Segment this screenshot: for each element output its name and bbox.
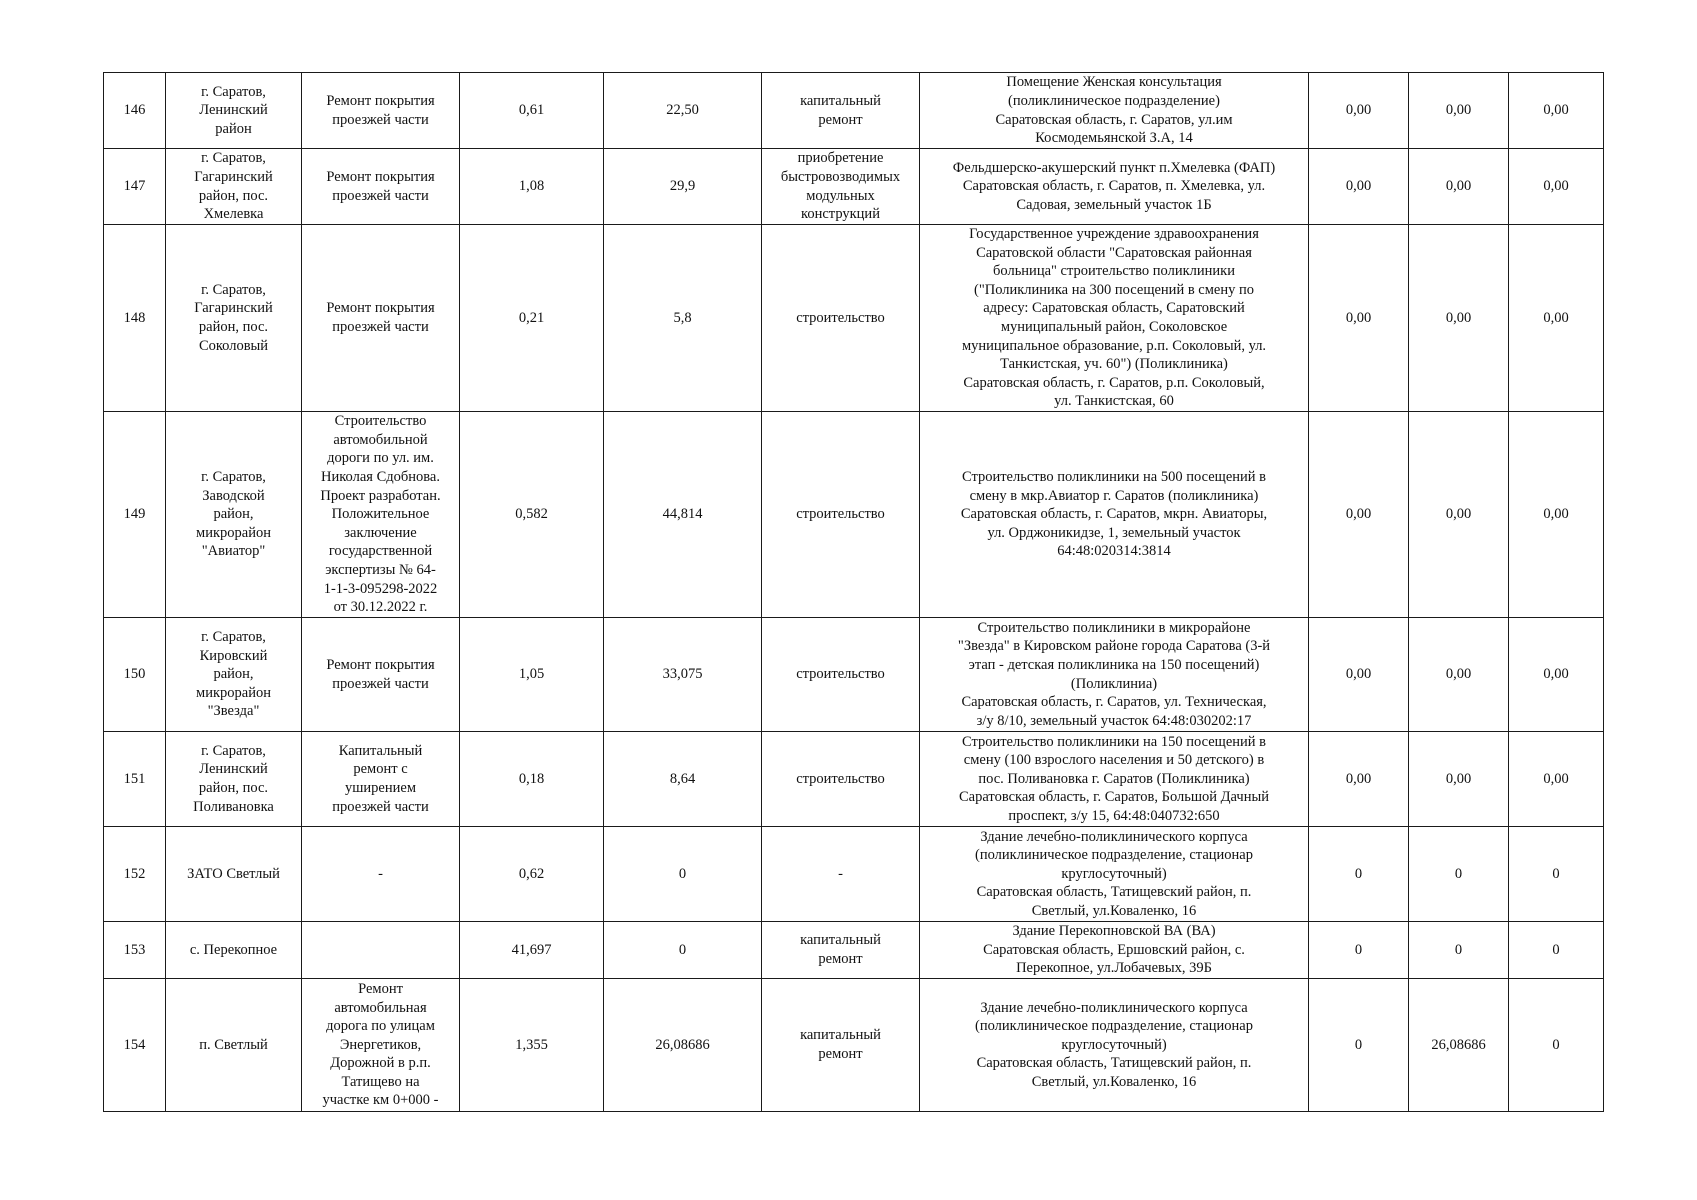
value-3-cell: 0,00 — [1509, 149, 1604, 225]
table-row — [104, 149, 1604, 225]
row-number-cell: 149 — [104, 412, 166, 618]
locality-cell: с. Перекопное — [166, 922, 302, 979]
table-row — [104, 618, 1604, 732]
row-number-cell: 154 — [104, 979, 166, 1112]
length-cell: 0,18 — [460, 732, 604, 827]
row-number-cell: 153 — [104, 922, 166, 979]
facility-cell: Здание лечебно-поликлинического корпуса (поликлиническое подразделение, стационар круглосуточный) Саратовская область, Татищевский район, п. Светлый, ул.Коваленко, 16 — [920, 827, 1309, 922]
road-work-cell: Ремонт покрытия проезжей части — [302, 149, 460, 225]
work-type-cell: - — [762, 827, 920, 922]
length-cell: 0,582 — [460, 412, 604, 618]
value-3-cell: 0 — [1509, 979, 1604, 1112]
table-body — [104, 73, 1604, 1112]
value-3-cell: 0 — [1509, 922, 1604, 979]
value-1-cell: 0,00 — [1309, 225, 1409, 412]
row-number-cell: 146 — [104, 73, 166, 149]
length-cell: 0,62 — [460, 827, 604, 922]
value-1-cell: 0,00 — [1309, 73, 1409, 149]
amount-cell: 8,64 — [604, 732, 762, 827]
row-number-cell: 147 — [104, 149, 166, 225]
value-1-cell: 0 — [1309, 922, 1409, 979]
facility-cell: Строительство поликлиники на 500 посещений в смену в мкр.Авиатор г. Саратов (поликлиника) Саратовская область, г. Саратов, мкрн. Авиаторы, ул. Орджоникидзе, 1, земельный участок 64:48:020314:3814 — [920, 412, 1309, 618]
road-work-cell: - — [302, 827, 460, 922]
value-2-cell: 0,00 — [1409, 618, 1509, 732]
road-work-cell: Ремонт покрытия проезжей части — [302, 225, 460, 412]
facility-cell: Строительство поликлиники на 150 посещений в смену (100 взрослого населения и 50 детского) в пос. Поливановка г. Саратов (Поликлиника) Саратовская область, г. Саратов, Большой Дачный проспект, з/у 15, 64:48:040732:650 — [920, 732, 1309, 827]
amount-cell: 0 — [604, 827, 762, 922]
row-number-cell: 152 — [104, 827, 166, 922]
locality-cell: г. Саратов, Кировский район, микрорайон "Звезда" — [166, 618, 302, 732]
value-2-cell: 0,00 — [1409, 73, 1509, 149]
length-cell: 41,697 — [460, 922, 604, 979]
value-1-cell: 0 — [1309, 979, 1409, 1112]
data-table — [103, 72, 1604, 1112]
facility-cell: Здание Перекопновской ВА (ВА) Саратовская область, Ершовский район, с. Перекопное, ул.Лобачевых, 39Б — [920, 922, 1309, 979]
amount-cell: 26,08686 — [604, 979, 762, 1112]
road-work-cell — [302, 922, 460, 979]
work-type-cell: строительство — [762, 412, 920, 618]
value-3-cell: 0,00 — [1509, 225, 1604, 412]
locality-cell: г. Саратов, Гагаринский район, пос. Соколовый — [166, 225, 302, 412]
road-work-cell: Ремонт покрытия проезжей части — [302, 618, 460, 732]
value-1-cell: 0,00 — [1309, 149, 1409, 225]
amount-cell: 22,50 — [604, 73, 762, 149]
length-cell: 1,355 — [460, 979, 604, 1112]
work-type-cell: строительство — [762, 618, 920, 732]
value-3-cell: 0,00 — [1509, 732, 1604, 827]
value-1-cell: 0,00 — [1309, 618, 1409, 732]
locality-cell: ЗАТО Светлый — [166, 827, 302, 922]
table-row — [104, 412, 1604, 618]
length-cell: 0,21 — [460, 225, 604, 412]
locality-cell: г. Саратов, Ленинский район, пос. Поливановка — [166, 732, 302, 827]
work-type-cell: капитальный ремонт — [762, 73, 920, 149]
facility-cell: Фельдшерско-акушерский пункт п.Хмелевка (ФАП) Саратовская область, г. Саратов, п. Хмелевка, ул. Садовая, земельный участок 1Б — [920, 149, 1309, 225]
value-3-cell: 0,00 — [1509, 618, 1604, 732]
road-work-cell: Капитальный ремонт с уширением проезжей части — [302, 732, 460, 827]
road-work-cell: Ремонт автомобильная дорога по улицам Энергетиков, Дорожной в р.п. Татищево на участке км 0+000 - — [302, 979, 460, 1112]
value-3-cell: 0,00 — [1509, 412, 1604, 618]
value-2-cell: 0 — [1409, 827, 1509, 922]
value-1-cell: 0,00 — [1309, 412, 1409, 618]
value-2-cell: 0,00 — [1409, 149, 1509, 225]
facility-cell: Здание лечебно-поликлинического корпуса (поликлиническое подразделение, стационар круглосуточный) Саратовская область, Татищевский район, п. Светлый, ул.Коваленко, 16 — [920, 979, 1309, 1112]
table-row — [104, 225, 1604, 412]
locality-cell: г. Саратов, Ленинский район — [166, 73, 302, 149]
work-type-cell: строительство — [762, 732, 920, 827]
value-1-cell: 0,00 — [1309, 732, 1409, 827]
locality-cell: г. Саратов, Гагаринский район, пос. Хмелевка — [166, 149, 302, 225]
table-row — [104, 827, 1604, 922]
length-cell: 1,08 — [460, 149, 604, 225]
value-2-cell: 26,08686 — [1409, 979, 1509, 1112]
amount-cell: 0 — [604, 922, 762, 979]
locality-cell: п. Светлый — [166, 979, 302, 1112]
table-row — [104, 922, 1604, 979]
road-work-cell: Строительство автомобильной дороги по ул. им. Николая Сдобнова. Проект разработан. Положительное заключение государственной экспертизы № 64- 1-1-3-095298-2022 от 30.12.2022 г. — [302, 412, 460, 618]
facility-cell: Помещение Женская консультация (поликлиническое подразделение) Саратовская область, г. Саратов, ул.им Космодемьянской З.А, 14 — [920, 73, 1309, 149]
value-3-cell: 0,00 — [1509, 73, 1604, 149]
work-type-cell: капитальный ремонт — [762, 922, 920, 979]
locality-cell: г. Саратов, Заводской район, микрорайон "Авиатор" — [166, 412, 302, 618]
row-number-cell: 148 — [104, 225, 166, 412]
table-row — [104, 732, 1604, 827]
facility-cell: Строительство поликлиники в микрорайоне "Звезда" в Кировском районе города Саратова (3-й этап - детская поликлиника на 150 посещений) (Поликлиниа) Саратовская область, г. Саратов, ул. Техническая, з/у 8/10, земельный участок 64:48:030202:17 — [920, 618, 1309, 732]
amount-cell: 29,9 — [604, 149, 762, 225]
value-1-cell: 0 — [1309, 827, 1409, 922]
row-number-cell: 150 — [104, 618, 166, 732]
work-type-cell: строительство — [762, 225, 920, 412]
facility-cell: Государственное учреждение здравоохранения Саратовской области "Саратовская районная больница" строительство поликлиники ("Поликлиника на 300 посещений в смену по адресу: Саратовская область, Саратовский муниципальный район, Соколовское муниципальное образование, р.п. Соколовый, ул. Танкистская, уч. 60") (Поликлиника) Саратовская область, г. Саратов, р.п. Соколовый, ул. Танкистская, 60 — [920, 225, 1309, 412]
work-type-cell: приобретение быстровозводимых модульных конструкций — [762, 149, 920, 225]
amount-cell: 5,8 — [604, 225, 762, 412]
amount-cell: 44,814 — [604, 412, 762, 618]
table-row — [104, 979, 1604, 1112]
value-2-cell: 0 — [1409, 922, 1509, 979]
value-3-cell: 0 — [1509, 827, 1604, 922]
length-cell: 1,05 — [460, 618, 604, 732]
table-row — [104, 73, 1604, 149]
work-type-cell: капитальный ремонт — [762, 979, 920, 1112]
value-2-cell: 0,00 — [1409, 225, 1509, 412]
row-number-cell: 151 — [104, 732, 166, 827]
value-2-cell: 0,00 — [1409, 412, 1509, 618]
road-work-cell: Ремонт покрытия проезжей части — [302, 73, 460, 149]
value-2-cell: 0,00 — [1409, 732, 1509, 827]
amount-cell: 33,075 — [604, 618, 762, 732]
length-cell: 0,61 — [460, 73, 604, 149]
